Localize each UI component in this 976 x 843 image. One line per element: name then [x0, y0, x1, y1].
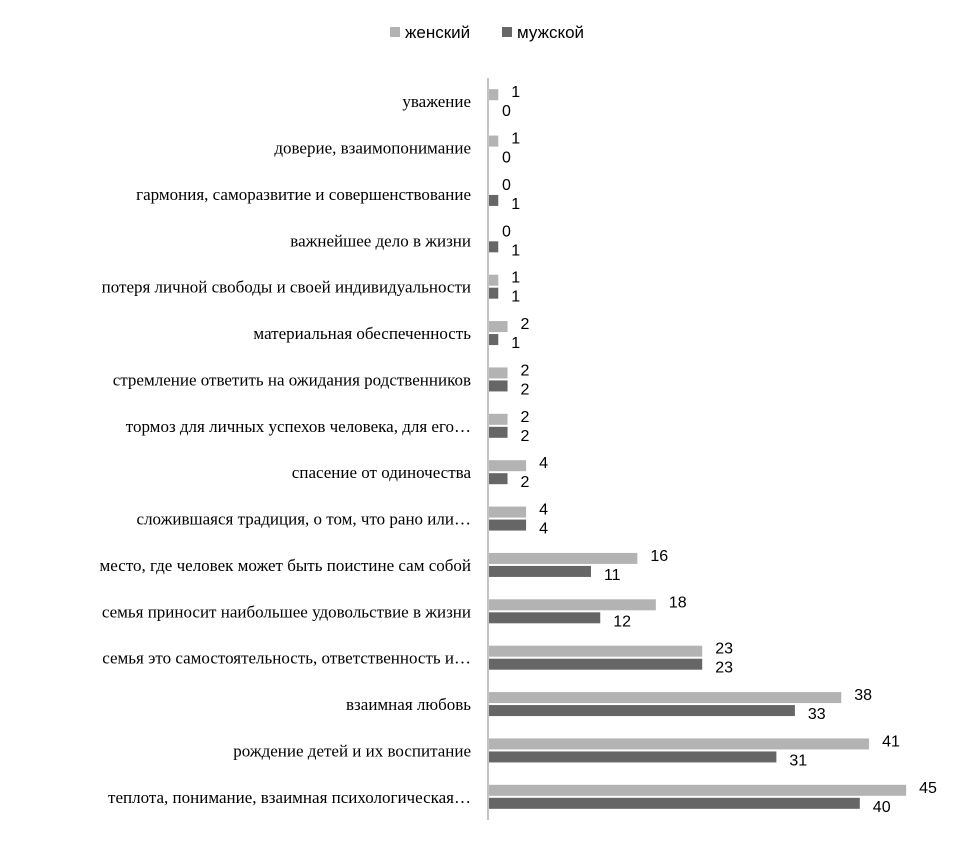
bar-female: [489, 785, 906, 796]
data-label: 2: [520, 474, 530, 492]
data-label: 1: [511, 269, 521, 287]
bar-female: [489, 367, 508, 378]
bar-female: [489, 414, 508, 425]
data-label: 2: [520, 427, 530, 445]
data-label: 2: [520, 362, 530, 380]
bar-male: [489, 380, 508, 391]
category-label: семья это самостоятельность, ответственность и…: [102, 648, 471, 668]
data-label: 1: [511, 84, 521, 102]
data-label: 40: [872, 798, 891, 816]
legend-label-2: мужской: [517, 23, 585, 42]
data-label: 4: [539, 520, 548, 538]
data-label: 1: [511, 242, 521, 260]
bar-female: [489, 738, 869, 749]
bar-female: [489, 599, 656, 610]
data-label: 31: [789, 752, 808, 770]
category-labels: [100, 92, 472, 807]
data-label: 1: [511, 335, 521, 353]
bar-male: [489, 659, 702, 670]
data-label: 38: [854, 687, 873, 705]
data-label: 0: [502, 103, 511, 121]
legend: [390, 23, 584, 42]
data-label: 1: [511, 288, 521, 306]
data-label: 2: [520, 408, 530, 426]
data-label: 23: [715, 659, 734, 677]
bar-male: [489, 705, 795, 716]
bar-male: [489, 427, 508, 438]
data-label: 4: [539, 501, 548, 519]
bar-male: [489, 241, 498, 252]
data-label: 33: [807, 706, 826, 724]
bar-female: [489, 321, 508, 332]
data-label: 23: [715, 640, 734, 658]
category-label: важнейшее дело в жизни: [290, 231, 471, 251]
category-label: тормоз для личных успехов человека, для его…: [125, 416, 471, 436]
category-label: взаимная любовь: [346, 695, 471, 715]
data-label: 16: [650, 547, 669, 565]
data-label: 0: [502, 149, 511, 167]
legend-label-1: женский: [405, 23, 471, 42]
bar-female: [489, 553, 637, 564]
legend-swatch-1: [390, 27, 400, 37]
bar-male: [489, 798, 860, 809]
category-label: гармония, саморазвитие и совершенствование: [136, 184, 471, 204]
category-label: спасение от одиночества: [291, 463, 471, 483]
category-label: материальная обеспеченность: [253, 324, 471, 344]
category-label: семья приносит наибольшее удовольствие в жизни: [101, 602, 471, 622]
bar-male: [489, 473, 508, 484]
bar-female: [489, 646, 702, 657]
data-label: 1: [511, 130, 521, 148]
data-label: 11: [603, 566, 621, 584]
category-label: потеря личной свободы и своей индивидуальности: [101, 277, 471, 297]
bar-female: [489, 460, 526, 471]
data-label: 12: [613, 613, 632, 631]
data-label: 4: [539, 455, 548, 473]
data-label: 2: [520, 381, 530, 399]
data-label: 18: [668, 594, 687, 612]
bar-male: [489, 612, 600, 623]
bar-male: [489, 195, 498, 206]
bar-male: [489, 334, 498, 345]
data-label: 0: [502, 176, 511, 194]
bar-female: [489, 692, 841, 703]
category-label: место, где человек может быть поистине сам собой: [99, 555, 471, 575]
bar-male: [489, 288, 498, 299]
category-label: доверие, взаимопонимание: [274, 138, 471, 158]
category-label: сложившаяся традиция, о том, что рано или…: [136, 509, 471, 529]
data-label: 2: [520, 316, 530, 334]
bar-female: [489, 89, 498, 100]
bar-male: [489, 566, 591, 577]
category-label: теплота, понимание, взаимная психологическая…: [108, 787, 471, 807]
bar-male: [489, 520, 526, 531]
category-label: стремление ответить на ожидания родственников: [112, 370, 471, 390]
category-label: рождение детей и их воспитание: [233, 741, 471, 761]
data-label: 1: [511, 195, 521, 213]
bar-female: [489, 136, 498, 147]
category-label: уважение: [402, 92, 471, 112]
data-label: 41: [882, 733, 900, 751]
data-label: 45: [919, 779, 937, 797]
data-label: 0: [502, 223, 511, 241]
bars: [489, 89, 906, 809]
bar-female: [489, 275, 498, 286]
bar-female: [489, 507, 526, 518]
bar-male: [489, 751, 776, 762]
legend-swatch-2: [502, 27, 512, 37]
